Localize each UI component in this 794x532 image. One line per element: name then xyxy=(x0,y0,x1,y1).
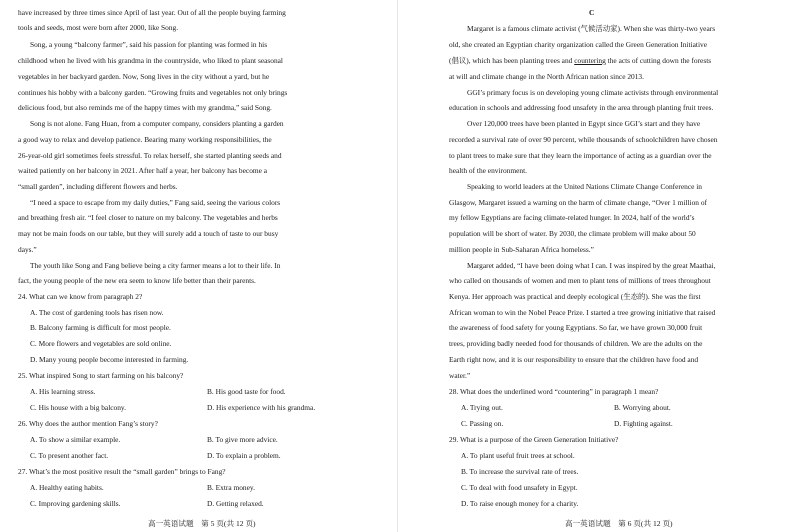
passage-line: Song, a young “balcony farmer”, said his passion for planting was formed in his xyxy=(30,40,268,49)
question-28-stem: 28. What does the underlined word “countering” in paragraph 1 mean? xyxy=(449,387,659,396)
question-29-option-d[interactable]: D. To raise enough money for a charity. xyxy=(461,499,579,508)
passage-line: fact, the young people of the new era seem to know life better than their parents. xyxy=(18,276,256,285)
question-25-option-b[interactable]: B. His good taste for food. xyxy=(207,387,286,396)
passage-line: education in schools and addressing food unsafety in the area through planting fruit trees. xyxy=(449,103,714,112)
passage-line: may not be main foods on our table, but they will surely add a touch of taste to our busy xyxy=(18,229,279,238)
question-27-option-c[interactable]: C. Improving gardening skills. xyxy=(30,499,121,508)
page-footer: 高一英语试题 第 6 页(共 12 页) xyxy=(565,519,673,528)
passage-text: the acts of cutting down the forests xyxy=(607,56,712,65)
underlined-word: countering xyxy=(574,56,606,65)
question-24-stem: 24. What can we know from paragraph 2? xyxy=(18,292,143,301)
question-29-stem: 29. What is a purpose of the Green Generation Initiative? xyxy=(449,435,619,444)
question-25-stem: 25. What inspired Song to start farming on his balcony? xyxy=(18,371,184,380)
question-29-option-b[interactable]: B. To increase the survival rate of trees. xyxy=(461,467,579,476)
passage-line: Kenya. Her approach was practical and deeply ecological (生态的). She was the first xyxy=(449,292,701,301)
question-29-option-c[interactable]: C. To deal with food unsafety in Egypt. xyxy=(461,483,578,492)
passage-line: tools and seeds, most were born after 2000, like Song. xyxy=(18,23,179,32)
question-26-option-c[interactable]: C. To present another fact. xyxy=(30,451,109,460)
question-27-option-a[interactable]: A. Healthy eating habits. xyxy=(30,483,104,492)
passage-line: GGI’s primary focus is on developing young climate activists through environmental xyxy=(467,88,719,97)
passage-line: to plant trees to make sure that they learn the importance of acting as a guardian over the xyxy=(449,151,712,160)
passage-line: water.” xyxy=(449,371,471,380)
passage-line: waited patiently on her balcony in 2021. After half a year, her balcony has become a xyxy=(18,166,268,175)
passage-line: the awareness of food safety for young Egyptians. So far, we have grown 30,000 fruit xyxy=(449,323,703,332)
passage-line: old, she created an Egyptian charity organization called the Green Generation Initiative xyxy=(449,40,708,49)
passage-line: Glasgow, Margaret issued a warning on the harm of climate change, “Over 1 million of xyxy=(449,198,707,207)
passage-line: African woman to win the Nobel Peace Prize. I started a tree growing initiative that raised xyxy=(449,308,716,317)
passage-line: continues his hobby with a balcony garden. “Growing fruits and vegetables not only brings xyxy=(18,88,288,97)
passage-line: days.” xyxy=(18,245,37,254)
passage-line: Speaking to world leaders at the United Nations Climate Change Conference in xyxy=(467,182,702,191)
passage-line: health of the environment. xyxy=(449,166,527,175)
question-26-option-d[interactable]: D. To explain a problem. xyxy=(207,451,281,460)
question-28-option-c[interactable]: C. Passing on. xyxy=(461,419,504,428)
passage-line: Margaret is a famous climate activist (气候活动家). When she was thirty-two years xyxy=(467,24,716,33)
question-26-option-b[interactable]: B. To give more advice. xyxy=(207,435,278,444)
passage-line: Earth right now, and it is our responsibility to ensure that the children have food and xyxy=(449,355,699,364)
passage-line: vegetables in her backyard garden. Now, Song lives in the city without a yard, but he xyxy=(18,72,270,81)
question-28-option-a[interactable]: A. Trying out. xyxy=(461,403,503,412)
question-25-option-a[interactable]: A. His learning stress. xyxy=(30,387,96,396)
passage-line: 26-year-old girl sometimes feels stressful. To relax herself, she started planting seeds and xyxy=(18,151,282,160)
passage-line: population will be short of water. By 2030, the climate problem will make about 50 xyxy=(449,229,696,238)
question-25-option-c[interactable]: C. His house with a big balcony. xyxy=(30,403,126,412)
question-28-option-d[interactable]: D. Fighting against. xyxy=(614,419,673,428)
passage-line: “small garden”, including different flowers and herbs. xyxy=(18,182,178,191)
passage-line: recorded a survival rate of over 90 percent, while thousands of schoolchildren have chosen xyxy=(449,135,718,144)
page-footer: 高一英语试题 第 5 页(共 12 页) xyxy=(148,519,256,528)
right-page xyxy=(397,0,794,532)
question-28-option-b[interactable]: B. Worrying about. xyxy=(614,403,671,412)
passage-line: Song is not alone. Fang Huan, from a computer company, considers planting a garden xyxy=(30,119,284,128)
passage-line: Margaret added, “I have been doing what I can. I was inspired by the great Maathai, xyxy=(467,261,716,270)
passage-line: The youth like Song and Fang believe being a city farmer means a lot to their life. In xyxy=(30,261,281,270)
question-26-stem: 26. Why does the author mention Fang’s story? xyxy=(18,419,158,428)
question-26-option-a[interactable]: A. To show a similar example. xyxy=(30,435,121,444)
passage-line: childhood when he lived with his grandma in the countryside, who liked to plant seasonal xyxy=(18,56,283,65)
passage-line: trees, providing badly needed food for thousands of children. We are the adults on the xyxy=(449,339,703,348)
question-25-option-d[interactable]: D. His experience with his grandma. xyxy=(207,403,316,412)
question-24-option-c[interactable]: C. More flowers and vegetables are sold online. xyxy=(30,339,172,348)
question-27-option-b[interactable]: B. Extra money. xyxy=(207,483,255,492)
passage-line: delicious food, but also reminds me of the happy times with my grandma,” said Song. xyxy=(18,103,272,112)
question-24-option-b[interactable]: B. Balcony farming is difficult for most people. xyxy=(30,323,171,332)
question-29-option-a[interactable]: A. To plant useful fruit trees at school. xyxy=(461,451,575,460)
question-24-option-d[interactable]: D. Many young people become interested in farming. xyxy=(30,355,189,364)
passage-line: have increased by three times since April of last year. Out of all the people buying farming xyxy=(18,8,286,17)
passage-line: million people in Sub-Saharan Africa homeless.” xyxy=(449,245,594,254)
section-heading: C xyxy=(589,8,595,17)
question-27-option-d[interactable]: D. Getting relaxed. xyxy=(207,499,264,508)
question-27-stem: 27. What’s the most positive result the “small garden” brings to Fang? xyxy=(18,467,226,476)
passage-text: (倡议), which has been planting trees and xyxy=(449,56,573,65)
passage-line: at will and climate change in the North African nation since 2013. xyxy=(449,72,644,81)
passage-line: “I need a space to escape from my daily duties,” Fang said, seeing the various colors xyxy=(30,198,281,207)
passage-line: who called on thousands of women and men to plant tens of millions of trees throughout xyxy=(449,276,711,285)
passage-line: my fellow Egyptians are facing climate-related hunger. In 2024, half of the world’s xyxy=(449,213,695,222)
passage-line: a good way to relax and develop patience. Bearing many working responsibilities, the xyxy=(18,135,272,144)
question-24-option-a[interactable]: A. The cost of gardening tools has risen now. xyxy=(30,308,164,317)
passage-line: and breathing fresh air. “I feel closer to nature on my balcony. The vegetables and herbs xyxy=(18,213,278,222)
passage-line xyxy=(449,56,711,65)
passage-line: Over 120,000 trees have been planted in Egypt since GGI’s start and they have xyxy=(467,119,701,128)
